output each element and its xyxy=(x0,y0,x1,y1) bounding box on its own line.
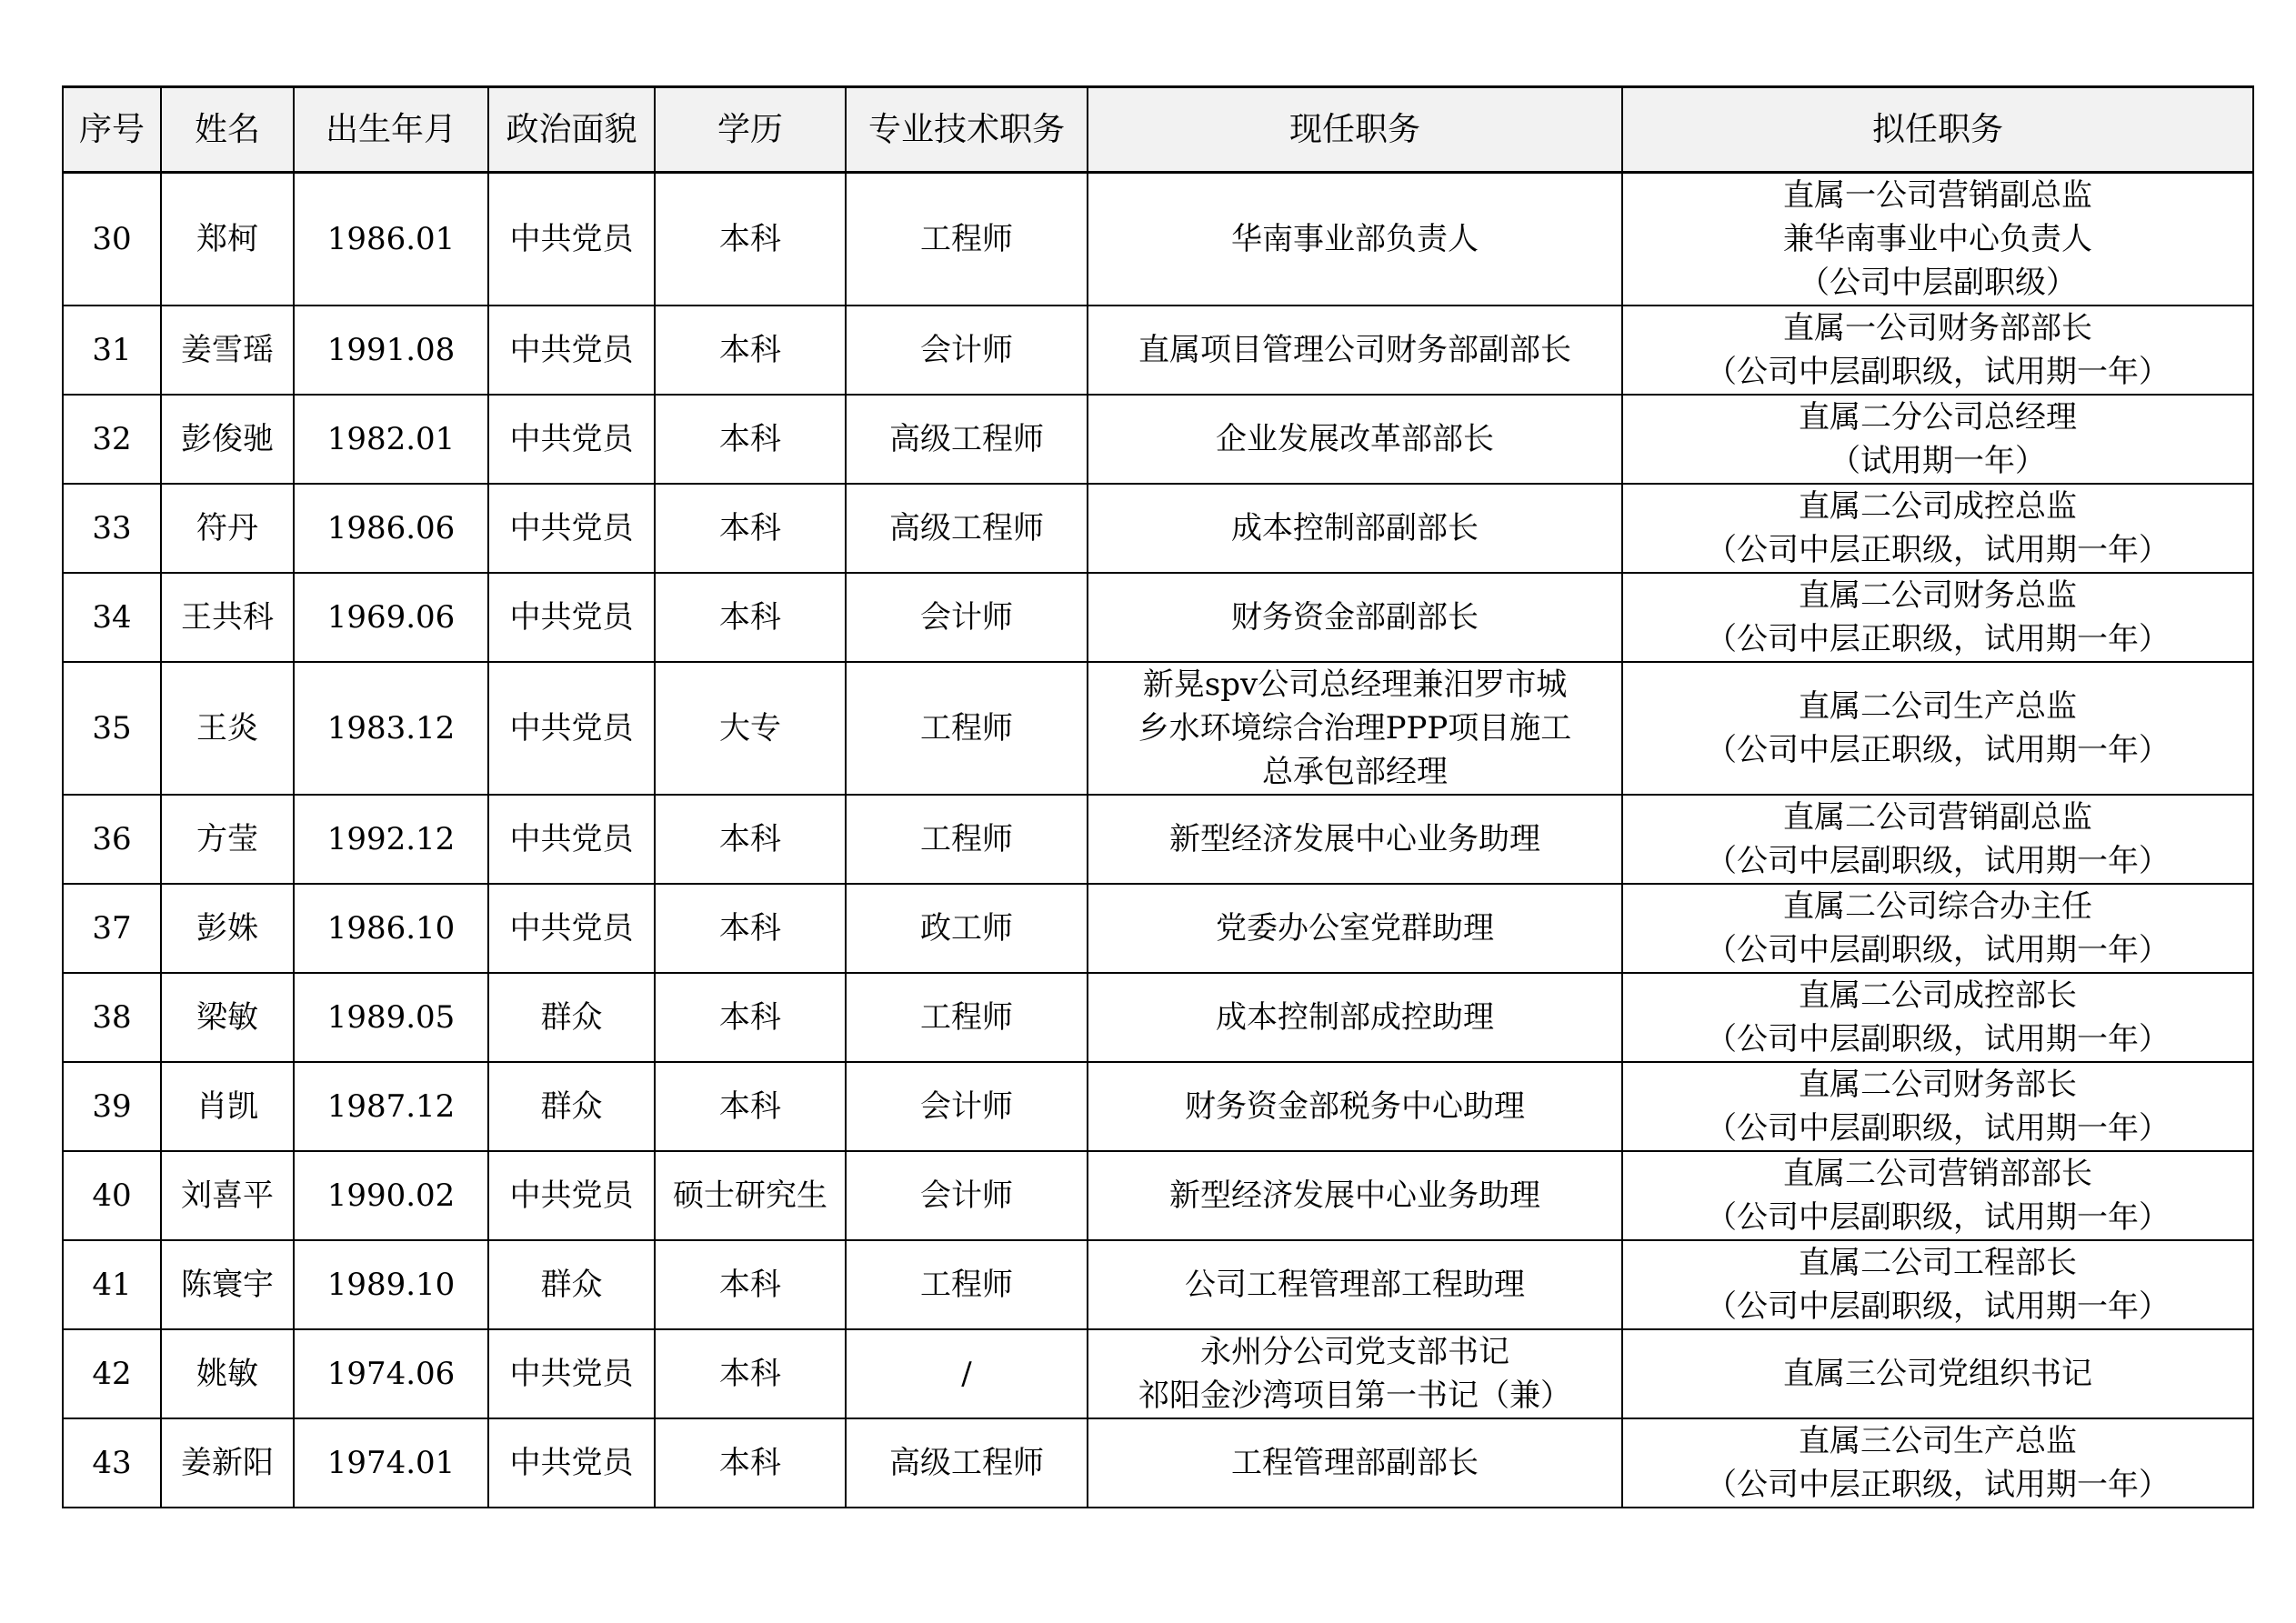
cell-current-position xyxy=(1088,484,1622,573)
cell-title: 工程师 xyxy=(846,662,1088,795)
cell-current-position xyxy=(1088,573,1622,662)
table-row xyxy=(63,306,2253,395)
cell-number: 32 xyxy=(63,395,161,484)
proposed-position-line: （公司中层正职级，试用期一年） xyxy=(1706,532,2170,568)
proposed-position-line: 直属二公司财务总监 xyxy=(1799,577,2077,614)
header-cell: 出生年月 xyxy=(294,87,488,173)
cell-birth: 1989.05 xyxy=(294,973,488,1062)
current-position-line: 华南事业部负责人 xyxy=(1231,221,1479,257)
cell-birth: 1986.10 xyxy=(294,884,488,973)
cell-name: 刘喜平 xyxy=(161,1151,294,1240)
table-row xyxy=(63,484,2253,573)
cell-political: 中共党员 xyxy=(488,884,655,973)
cell-current-position xyxy=(1088,1240,1622,1329)
proposed-position-line: 直属一公司营销副总监 xyxy=(1783,177,2092,214)
cell-political: 中共党员 xyxy=(488,395,655,484)
cell-education: 本科 xyxy=(655,173,846,306)
current-position-line: 成本控制部成控助理 xyxy=(1216,999,1494,1036)
table-row xyxy=(63,1329,2253,1418)
cell-proposed-position xyxy=(1622,1240,2253,1329)
header-cell: 序号 xyxy=(63,87,161,173)
cell-name: 姚敏 xyxy=(161,1329,294,1418)
proposed-position-line: 直属二公司工程部长 xyxy=(1799,1245,2077,1281)
cell-political: 中共党员 xyxy=(488,1329,655,1418)
cell-birth: 1969.06 xyxy=(294,573,488,662)
cell-education: 本科 xyxy=(655,884,846,973)
cell-number: 43 xyxy=(63,1418,161,1508)
cell-title: 工程师 xyxy=(846,173,1088,306)
proposed-position-line: 直属二公司营销副总监 xyxy=(1783,799,2092,836)
current-position-line: 新晃spv公司总经理兼汨罗市城 xyxy=(1142,666,1568,703)
cell-proposed-position xyxy=(1622,306,2253,395)
cell-education: 本科 xyxy=(655,973,846,1062)
cell-birth: 1974.06 xyxy=(294,1329,488,1418)
cell-number: 31 xyxy=(63,306,161,395)
cell-title: 高级工程师 xyxy=(846,484,1088,573)
appointment-table xyxy=(62,85,2254,1508)
cell-education: 本科 xyxy=(655,573,846,662)
cell-number: 35 xyxy=(63,662,161,795)
cell-birth: 1991.08 xyxy=(294,306,488,395)
table-row xyxy=(63,395,2253,484)
header-cell: 政治面貌 xyxy=(488,87,655,173)
cell-current-position xyxy=(1088,973,1622,1062)
cell-proposed-position xyxy=(1622,573,2253,662)
cell-title: / xyxy=(846,1329,1088,1418)
cell-current-position xyxy=(1088,1329,1622,1418)
cell-birth: 1982.01 xyxy=(294,395,488,484)
cell-name: 郑柯 xyxy=(161,173,294,306)
cell-education: 本科 xyxy=(655,395,846,484)
proposed-position-line: 直属二分公司总经理 xyxy=(1799,399,2077,436)
cell-name: 方莹 xyxy=(161,795,294,884)
cell-number: 42 xyxy=(63,1329,161,1418)
cell-current-position xyxy=(1088,795,1622,884)
cell-title: 政工师 xyxy=(846,884,1088,973)
cell-birth: 1974.01 xyxy=(294,1418,488,1508)
cell-number: 33 xyxy=(63,484,161,573)
cell-title: 会计师 xyxy=(846,1151,1088,1240)
cell-current-position xyxy=(1088,662,1622,795)
cell-name: 王炎 xyxy=(161,662,294,795)
cell-political: 中共党员 xyxy=(488,1418,655,1508)
current-position-line: 祁阳金沙湾项目第一书记（兼） xyxy=(1138,1378,1571,1414)
cell-name: 梁敏 xyxy=(161,973,294,1062)
cell-number: 39 xyxy=(63,1062,161,1151)
cell-number: 37 xyxy=(63,884,161,973)
cell-title: 高级工程师 xyxy=(846,1418,1088,1508)
proposed-position-line: （公司中层副职级，试用期一年） xyxy=(1706,354,2170,390)
header-cell: 专业技术职务 xyxy=(846,87,1088,173)
proposed-position-line: 直属二公司财务部长 xyxy=(1799,1067,2077,1103)
cell-current-position xyxy=(1088,884,1622,973)
cell-education: 本科 xyxy=(655,795,846,884)
cell-proposed-position xyxy=(1622,973,2253,1062)
cell-political: 群众 xyxy=(488,1062,655,1151)
cell-political: 中共党员 xyxy=(488,573,655,662)
proposed-position-line: （公司中层副职级，试用期一年） xyxy=(1706,1199,2170,1236)
current-position-line: 成本控制部副部长 xyxy=(1231,510,1479,546)
cell-proposed-position xyxy=(1622,1418,2253,1508)
current-position-line: 党委办公室党群助理 xyxy=(1216,910,1494,947)
table-row xyxy=(63,573,2253,662)
current-position-line: 直属项目管理公司财务部副部长 xyxy=(1138,332,1571,368)
cell-birth: 1992.12 xyxy=(294,795,488,884)
current-position-line: 企业发展改革部部长 xyxy=(1216,421,1494,457)
table-row xyxy=(63,973,2253,1062)
cell-number: 34 xyxy=(63,573,161,662)
table-row xyxy=(63,662,2253,795)
header-cell: 姓名 xyxy=(161,87,294,173)
cell-birth: 1990.02 xyxy=(294,1151,488,1240)
proposed-position-line: （公司中层正职级，试用期一年） xyxy=(1706,1467,2170,1503)
table-body xyxy=(63,173,2253,1508)
cell-name: 姜雪瑶 xyxy=(161,306,294,395)
cell-education: 硕士研究生 xyxy=(655,1151,846,1240)
cell-proposed-position xyxy=(1622,1329,2253,1418)
proposed-position-line: 直属二公司综合办主任 xyxy=(1783,888,2092,925)
proposed-position-line: 直属一公司财务部部长 xyxy=(1783,310,2092,346)
cell-birth: 1989.10 xyxy=(294,1240,488,1329)
cell-proposed-position xyxy=(1622,1151,2253,1240)
cell-proposed-position xyxy=(1622,395,2253,484)
current-position-line: 财务资金部税务中心助理 xyxy=(1185,1088,1525,1125)
header-cell: 学历 xyxy=(655,87,846,173)
cell-political: 中共党员 xyxy=(488,484,655,573)
cell-current-position xyxy=(1088,1418,1622,1508)
cell-title: 工程师 xyxy=(846,973,1088,1062)
cell-current-position xyxy=(1088,1062,1622,1151)
table-row xyxy=(63,1151,2253,1240)
cell-political: 群众 xyxy=(488,1240,655,1329)
current-position-line: 乡水环境综合治理PPP项目施工 xyxy=(1138,710,1572,746)
cell-proposed-position xyxy=(1622,484,2253,573)
cell-education: 大专 xyxy=(655,662,846,795)
cell-political: 中共党员 xyxy=(488,173,655,306)
proposed-position-line: 直属二公司成控总监 xyxy=(1799,488,2077,525)
table-row xyxy=(63,1062,2253,1151)
cell-current-position xyxy=(1088,395,1622,484)
cell-title: 高级工程师 xyxy=(846,395,1088,484)
proposed-position-line: （试用期一年） xyxy=(1830,443,2046,479)
proposed-position-line: 直属二公司营销部部长 xyxy=(1783,1156,2092,1192)
header-cell: 现任职务 xyxy=(1088,87,1622,173)
cell-number: 30 xyxy=(63,173,161,306)
cell-education: 本科 xyxy=(655,1240,846,1329)
cell-title: 工程师 xyxy=(846,1240,1088,1329)
proposed-position-line: （公司中层正职级，试用期一年） xyxy=(1706,621,2170,657)
proposed-position-line: 直属三公司党组织书记 xyxy=(1783,1356,2092,1392)
cell-birth: 1983.12 xyxy=(294,662,488,795)
cell-education: 本科 xyxy=(655,1329,846,1418)
cell-current-position xyxy=(1088,306,1622,395)
cell-education: 本科 xyxy=(655,484,846,573)
table-row xyxy=(63,1240,2253,1329)
cell-title: 会计师 xyxy=(846,306,1088,395)
cell-birth: 1987.12 xyxy=(294,1062,488,1151)
table-row xyxy=(63,884,2253,973)
cell-name: 彭姝 xyxy=(161,884,294,973)
proposed-position-line: （公司中层副职级，试用期一年） xyxy=(1706,1110,2170,1147)
current-position-line: 新型经济发展中心业务助理 xyxy=(1169,1177,1540,1214)
cell-name: 符丹 xyxy=(161,484,294,573)
cell-education: 本科 xyxy=(655,1062,846,1151)
cell-name: 王共科 xyxy=(161,573,294,662)
cell-number: 36 xyxy=(63,795,161,884)
cell-proposed-position xyxy=(1622,173,2253,306)
cell-proposed-position xyxy=(1622,1062,2253,1151)
table-row xyxy=(63,173,2253,306)
proposed-position-line: （公司中层副职级，试用期一年） xyxy=(1706,1021,2170,1057)
cell-name: 彭俊驰 xyxy=(161,395,294,484)
cell-birth: 1986.06 xyxy=(294,484,488,573)
current-position-line: 总承包部经理 xyxy=(1262,754,1448,790)
proposed-position-line: （公司中层副职级，试用期一年） xyxy=(1706,1288,2170,1325)
cell-proposed-position xyxy=(1622,795,2253,884)
current-position-line: 财务资金部副部长 xyxy=(1231,599,1479,636)
cell-current-position xyxy=(1088,173,1622,306)
cell-political: 群众 xyxy=(488,973,655,1062)
cell-education: 本科 xyxy=(655,1418,846,1508)
cell-number: 38 xyxy=(63,973,161,1062)
cell-birth: 1986.01 xyxy=(294,173,488,306)
proposed-position-line: （公司中层副职级，试用期一年） xyxy=(1706,843,2170,879)
cell-education: 本科 xyxy=(655,306,846,395)
proposed-position-line: 兼华南事业中心负责人 xyxy=(1783,221,2092,257)
cell-proposed-position xyxy=(1622,662,2253,795)
cell-political: 中共党员 xyxy=(488,306,655,395)
proposed-position-line: 直属二公司生产总监 xyxy=(1799,688,2077,725)
header-cell: 拟任职务 xyxy=(1622,87,2253,173)
cell-title: 会计师 xyxy=(846,573,1088,662)
cell-number: 40 xyxy=(63,1151,161,1240)
table-row xyxy=(63,795,2253,884)
current-position-line: 新型经济发展中心业务助理 xyxy=(1169,821,1540,857)
cell-title: 会计师 xyxy=(846,1062,1088,1151)
cell-current-position xyxy=(1088,1151,1622,1240)
cell-name: 姜新阳 xyxy=(161,1418,294,1508)
table-header-row xyxy=(63,87,2253,173)
cell-proposed-position xyxy=(1622,884,2253,973)
cell-title: 工程师 xyxy=(846,795,1088,884)
proposed-position-line: （公司中层副职级，试用期一年） xyxy=(1706,932,2170,968)
cell-political: 中共党员 xyxy=(488,662,655,795)
cell-political: 中共党员 xyxy=(488,1151,655,1240)
proposed-position-line: 直属二公司成控部长 xyxy=(1799,977,2077,1014)
current-position-line: 永州分公司党支部书记 xyxy=(1200,1334,1509,1370)
table-row xyxy=(63,1418,2253,1508)
current-position-line: 工程管理部副部长 xyxy=(1231,1445,1479,1481)
cell-number: 41 xyxy=(63,1240,161,1329)
proposed-position-line: （公司中层正职级，试用期一年） xyxy=(1706,732,2170,768)
cell-political: 中共党员 xyxy=(488,795,655,884)
current-position-line: 公司工程管理部工程助理 xyxy=(1185,1267,1525,1303)
proposed-position-line: （公司中层副职级） xyxy=(1799,265,2077,301)
cell-name: 陈寰宇 xyxy=(161,1240,294,1329)
proposed-position-line: 直属三公司生产总监 xyxy=(1799,1423,2077,1459)
cell-name: 肖凯 xyxy=(161,1062,294,1151)
